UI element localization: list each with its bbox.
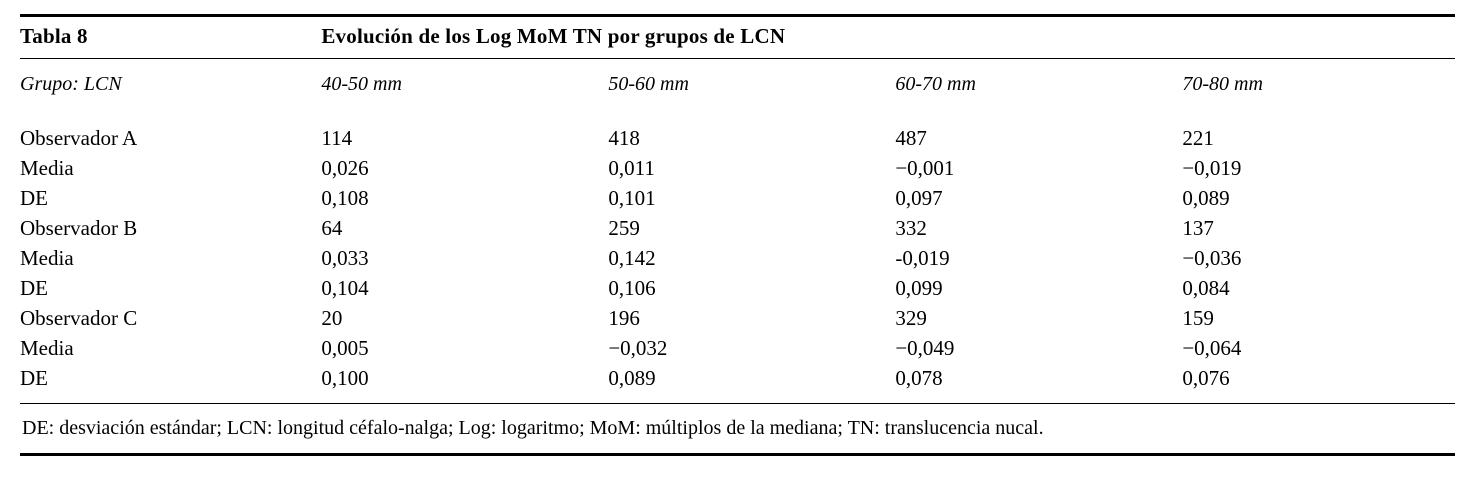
row-cell: 114 <box>321 126 353 150</box>
row-cell: 0,089 <box>1182 186 1230 210</box>
row-cell: 0,089 <box>608 366 656 390</box>
row-cell: 0,005 <box>321 336 369 360</box>
data-table <box>20 17 1455 58</box>
row-cell: 137 <box>1182 216 1214 240</box>
row-cell: 0,084 <box>1182 276 1230 300</box>
table-container <box>20 0 1455 456</box>
row-cell: 329 <box>895 306 927 330</box>
table-bottom-rule <box>20 453 1455 456</box>
table-row <box>20 112 1455 154</box>
table-row <box>20 214 1455 244</box>
table-number: Tabla 8 <box>20 24 88 48</box>
row-cell: 0,076 <box>1182 366 1230 390</box>
row-cell: 196 <box>608 306 640 330</box>
row-label: Media <box>20 156 74 180</box>
row-cell: 0,104 <box>321 276 369 300</box>
row-label: Observador B <box>20 216 138 240</box>
row-cell: 259 <box>608 216 640 240</box>
row-cell: 20 <box>321 306 343 330</box>
row-cell: −0,019 <box>1182 156 1242 180</box>
table-row <box>20 244 1455 274</box>
row-cell: 332 <box>895 216 927 240</box>
row-cell: 0,078 <box>895 366 943 390</box>
row-cell: −0,036 <box>1182 246 1242 270</box>
column-header-3: 70-80 mm <box>1182 73 1263 95</box>
table-row <box>20 154 1455 184</box>
row-label: Media <box>20 246 74 270</box>
row-cell: 0,101 <box>608 186 656 210</box>
row-cell: −0,049 <box>895 336 955 360</box>
row-cell: 0,108 <box>321 186 369 210</box>
row-cell: 64 <box>321 216 343 240</box>
row-cell: 0,100 <box>321 366 369 390</box>
table-column-header-row <box>20 59 1455 112</box>
column-header-0: 40-50 mm <box>321 73 402 95</box>
row-cell: 0,097 <box>895 186 943 210</box>
table-row <box>20 364 1455 404</box>
row-label: Media <box>20 336 74 360</box>
row-cell: -0,019 <box>895 246 950 270</box>
row-cell: 221 <box>1182 126 1214 150</box>
row-cell: 0,142 <box>608 246 656 270</box>
table-footnote: DE: desviación estándar; LCN: longitud céfalo-nalga; Log: logaritmo; MoM: múltiplos de la mediana; TN: translucencia nucal. <box>22 417 1044 439</box>
table-title: Evolución de los Log MoM TN por grupos de LCN <box>321 24 786 48</box>
column-header-1: 50-60 mm <box>608 73 689 95</box>
row-label: DE <box>20 276 48 300</box>
row-cell: 0,106 <box>608 276 656 300</box>
row-cell: 0,011 <box>608 156 655 180</box>
row-cell: 0,033 <box>321 246 369 270</box>
table-row <box>20 274 1455 304</box>
row-label: Observador C <box>20 306 138 330</box>
column-header-2: 60-70 mm <box>895 73 976 95</box>
table-row <box>20 184 1455 214</box>
row-cell: −0,064 <box>1182 336 1242 360</box>
table-row <box>20 334 1455 364</box>
row-cell: 418 <box>608 126 640 150</box>
row-cell: 487 <box>895 126 927 150</box>
row-label: Observador A <box>20 126 138 150</box>
row-label: DE <box>20 366 48 390</box>
table-body <box>20 59 1455 403</box>
column-header-group: Grupo: LCN <box>20 73 122 95</box>
row-cell: 159 <box>1182 306 1214 330</box>
row-label: DE <box>20 186 48 210</box>
row-cell: −0,001 <box>895 156 955 180</box>
table-title-row <box>20 17 1455 58</box>
row-cell: 0,026 <box>321 156 369 180</box>
row-cell: −0,032 <box>608 336 668 360</box>
table-row <box>20 304 1455 334</box>
row-cell: 0,099 <box>895 276 943 300</box>
